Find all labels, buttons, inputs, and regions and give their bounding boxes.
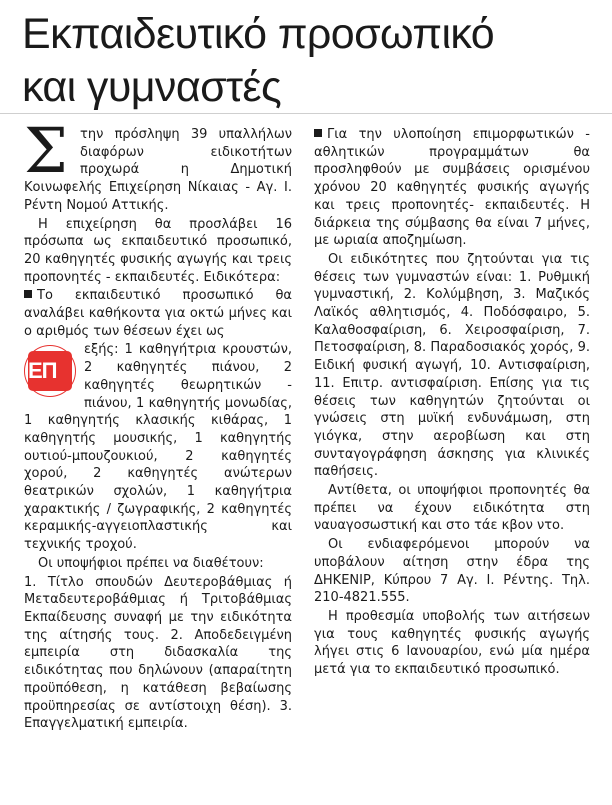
square-bullet-icon <box>314 129 322 137</box>
article-headline <box>22 8 602 114</box>
paragraph-specialties: Οι ειδικότητες που ζητούνται για τις θέσεις των γυμναστών είναι: 1. Ρυθμική γυμναστική, 2. Κολύμβηση, 3. Μαζικός Λαϊκός αθλητισμός, 4. Ποδόσφαιρο, 5. Καλαθοσφαίριση, 6. Χειροσφαίριση, 7. Πετοσφαίριση, 8. Παραδοσιακός χορός, 9. Ειδική φυσική αγωγή, 10. Αντισφαίριση, 11. Επιτρ. αντισφαίριση. Επίσης για τις θέσεις των καθηγητών ζητούνται οι γνώσεις στη μυϊκή ενδυνάμωση, στη γιόγκα, στην αεροβίωση και στη συνταγογράφηση άσκησης για κλινικές παθήσεις. <box>314 251 590 480</box>
paragraph-coaches: Αντίθετα, οι υποψήφιοι προπονητές θα πρέπει να έχουν ειδικότητα στη ναυαγοσωστική και στο τάε κβον ντο. <box>314 483 590 534</box>
article-column-left <box>24 114 292 734</box>
lead-text: την πρόσληψη 39 υπαλλήλων διαφόρων ειδικοτήτων προχωρά η Δημοτική Κοινωφελής Επιχείρηση Νίκαιας - Αγ. Ι. Ρέντη Νομού Αττικής. <box>24 127 292 213</box>
pe-teachers-text: Για την υλοποίηση επιμορφωτικών - αθλητικών προγραμμάτων θα προσληφθούν με συμβάσεις ορισμένου χρόνου 20 καθηγητές φυσικής αγωγής και τρεις προπονητές- εκπαιδευτές. Η διάρκεια της σύμβασης θα είναι 7 μήνες, με ωριαία αποζημίωση. <box>314 127 590 249</box>
paragraph-education-staff <box>24 287 292 340</box>
paragraph-education-positions <box>24 341 292 553</box>
drop-cap: Σ <box>24 114 68 187</box>
paragraph-application: Οι ενδιαφερόμενοι μπορούν να υποβάλουν αίτηση στην έδρα της ΔΗΚΕΝΙΡ, Κύπρου 7 Αγ. Ι. Ρέντης. Τηλ. 210-4821.555. <box>314 537 590 606</box>
square-bullet-icon <box>24 290 32 298</box>
paragraph-deadline: Η προθεσμία υποβολής των αιτήσεων για τους καθηγητές φυσικής αγωγής λήγει στις 6 Ιανουαρίου, ενώ μία ημέρα μετά για το εκπαιδευτικό προσωπικό. <box>314 608 590 678</box>
paragraph-hires-summary: Η επιχείρηση θα προσλάβει 16 πρόσωπα ως εκπαιδευτικό προσωπικό, 20 καθηγητές φυσικής αγωγής και τρεις προπονητές - εκπαιδευτές. Ειδικότερα: <box>24 216 292 285</box>
headline-line-2: και γυμναστές <box>22 63 282 111</box>
paragraph-pe-teachers <box>314 126 590 250</box>
ep-badge-icon <box>24 345 76 397</box>
headline-divider <box>0 113 612 114</box>
badge-label: ΕΠ <box>28 351 72 391</box>
paragraph-requirements-intro: Οι υποψήφιοι πρέπει να διαθέτουν: <box>38 555 264 571</box>
education-positions-text: εξής: 1 καθηγήτρια κρουστών, 2 καθηγητές πιάνου, 2 καθηγητές θεωρητικών - πιάνου, 1 καθηγητής μονωδίας, 1 καθηγητής κλασικής κιθάρας, 1 καθηγητής μουσικής, 1 καθηγητής ουτιού-μπουζουκιού, 2 καθηγητές χορού, 2 καθηγητές ανώτερων θεατρικών σχολών, 1 καθηγήτρια χαρακτικής / ζωγραφικής, 2 καθηγητές κεραμικής-αγγειοπλαστικής και τεχνικής τροχού. <box>24 342 292 553</box>
article-column-right <box>314 126 590 680</box>
paragraph-requirements: 1. Τίτλο σπουδών Δευτεροβάθμιας ή Μεταδευτεροβάθμιας ή Τριτοβάθμιας Εκπαίδευσης συναφή με την ειδικότητα της αίτησής τους. 2. Αποδεδειγμένη εμπειρία στη διδασκαλία της ειδικότητας που δηλώνουν (απαραίτητη προϋπόθεση, η κατάθεση βεβαίωσης προϋπηρεσίας σε αντίστοιχη θέση). 3. Επαγγελματική εμπειρία. <box>24 574 292 732</box>
lead-paragraph <box>24 114 292 215</box>
education-staff-intro: Το εκπαιδευτικό προσωπικό θα αναλάβει καθήκοντα για οκτώ μήνες και ο αριθμός των θέσεων έχει ως <box>24 288 292 339</box>
headline-line-1: Εκπαιδευτικό προσωπικό <box>22 10 495 58</box>
